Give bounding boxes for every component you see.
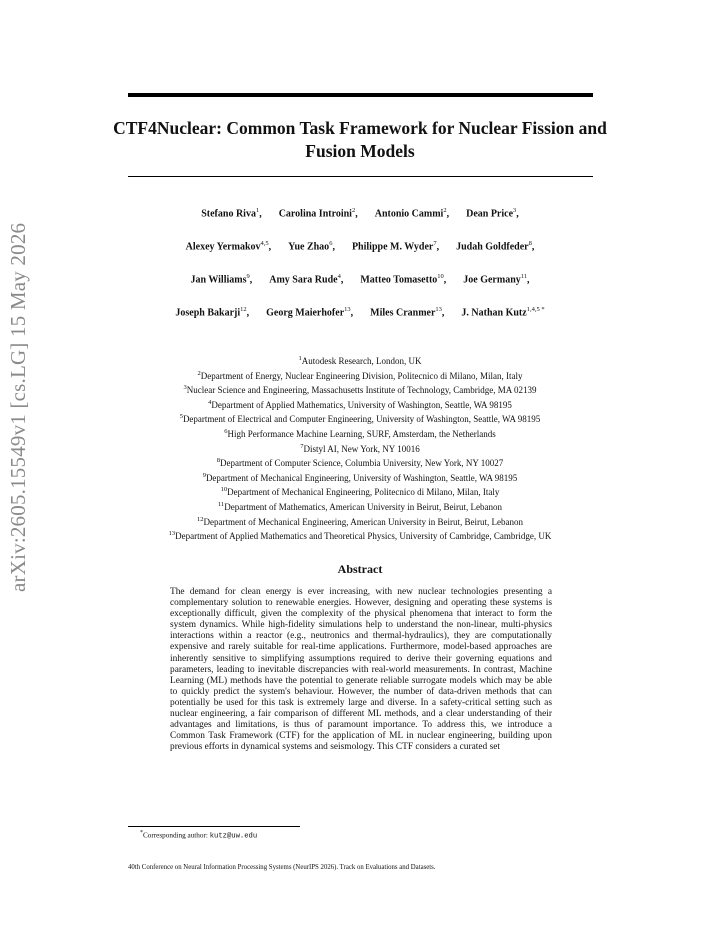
author-name [463,273,529,306]
author-name-text: Philippe M. Wyder [351,241,434,253]
author-affiliation-marker: 2 [351,207,356,214]
author-separator: , [332,241,335,253]
author-name-text: Joseph Bakarji [175,307,241,319]
author-row [110,240,610,273]
author-name [466,207,519,240]
affiliation-number: 1 [298,355,302,362]
author-separator: , [531,241,535,253]
author-affiliation-marker: 12 [240,306,247,313]
author-separator: , [446,208,450,220]
affiliation-line [110,528,610,543]
author-name-text: Matteo Tomasetto [360,274,438,286]
affiliation-line [110,441,610,456]
author-name [175,306,249,339]
author-affiliation-marker: 1,4,5 * [526,306,545,313]
affiliation-text: High Performance Machine Learning, SURF, Amsterdam, the Netherlands [227,428,496,439]
author-name-text: Judah Goldfeder [456,241,529,253]
arxiv-identifier-stamp: arXiv:2605.15549v1 [cs.LG] 15 May 2026 [6,222,30,592]
abstract-body: The demand for clean energy is ever increasing, with new nuclear technologies presenting a complementary solution to renewable energies. However, designing and operating these systems is exceptionally difficult, given the complexity of the physical phenomena that interact to form the system dynamics. While high-fidelity simulations help to understand the non-linear, multi-physics interactions within a reactor (e.g., neutronics and thermal-hydraulics), they are computationally expensive and rarely suitable for real-time applications. Furthermore, model-based approaches are inherently sensitive to simplifying assumptions required to derive their governing equations and parameters, leading to inevitable discrepancies with real-world measurements. In contrast, Machine Learning (ML) methods have the potential to generate reliable surrogate models which may be able to quickly predict the system's behaviour. However, the number of data-driven methods that can potentially be used for this task is extremely large and diverse. In a safety-critical setting such as nuclear engineering, a fair comparison of different ML methods, and a clear understanding of their advantages and limitations, is thus of paramount importance. To address this, we introduce a Common Task Framework (CTF) for the application of ML in nuclear engineering, building upon previous efforts in dynamical systems and seismology. This CTF considers a curated set [170,587,552,753]
author-name-text: Antonio Cammi [374,208,444,220]
author-name-text: Amy Sara Rude [269,274,338,286]
author-name [269,273,343,306]
affiliation-text: Department of Applied Mathematics and Theoretical Physics, University of Cambridge, Cambridge, UK [175,531,552,542]
author-affiliation-marker: 1 [255,207,260,214]
affiliation-number: 5 [179,413,183,421]
affiliation-line [110,353,610,368]
author-separator: , [249,274,253,286]
affiliation-number: 8 [216,457,220,465]
affiliation-number: 12 [197,515,204,523]
author-affiliation-marker: 8 [528,240,532,247]
author-name [352,240,439,273]
venue-footer: 40th Conference on Neural Information Processing Systems (NeurIPS 2026). Track on Evaluations and Datasets. [128,864,436,871]
author-name [266,306,353,339]
affiliation-text: Distyl AI, New York, NY 10016 [303,443,420,454]
author-affiliation-marker: 7 [433,240,437,247]
author-name-text: Dean Price [466,208,514,220]
corresponding-author-footnote [140,830,257,840]
affiliation-line [110,397,610,412]
affiliation-number: 13 [168,530,176,538]
author-separator: , [516,208,519,220]
affiliation-text: Nuclear Science and Engineering, Massachusetts Institute of Technology, Cambridge, MA 02139 [186,385,537,396]
author-name [190,273,252,306]
corresponding-email[interactable]: kutz@uw.edu [209,832,258,841]
affiliation-number: 10 [220,486,228,494]
author-separator: , [268,241,272,253]
affiliation-line [110,455,610,470]
author-affiliation-marker: 4,5 [260,240,269,247]
affiliation-line [110,470,610,485]
author-name [461,306,544,339]
affiliation-text: Autodesk Research, London, UK [301,356,422,366]
author-separator: , [350,307,354,319]
author-name-text: Jan Williams [190,274,247,286]
author-affiliation-marker: 4 [337,273,341,280]
author-name-text: J. Nathan Kutz [461,307,527,319]
author-name [288,240,335,273]
author-separator: , [355,208,358,220]
affiliation-line [110,514,610,529]
author-name [370,306,444,339]
affiliation-line [110,368,610,383]
author-affiliation-marker: 10 [437,273,444,280]
author-name-text: Stefano Riva [201,208,256,220]
author-separator: , [527,274,530,286]
affiliation-line [110,499,610,514]
author-affiliation-marker: 13 [435,306,442,313]
author-separator: , [441,307,445,319]
affiliation-number: 9 [202,471,206,479]
affiliation-number: 7 [300,442,304,450]
author-name [360,273,446,306]
author-name-text: Carolina Introini [278,208,352,220]
affiliation-text: Department of Mathematics, American University in Beirut, Beirut, Lebanon [224,501,502,512]
author-separator: , [246,307,250,319]
author-separator: , [259,208,262,220]
author-separator: , [436,241,440,253]
title-top-rule [128,93,593,97]
author-name-text: Miles Cranmer [370,307,436,319]
author-name-text: Yue Zhao [288,241,330,253]
affiliation-text: Department of Electrical and Computer Engineering, University of Washington, Seattle, WA 98195 [182,414,541,425]
author-name [456,240,534,273]
author-name [375,207,449,240]
author-affiliation-marker: 13 [344,306,351,313]
affiliation-text: Department of Energy, Nuclear Engineering Division, Politecnico di Milano, Milan, Italy [200,370,523,381]
footnote-label: Corresponding author: [143,831,210,840]
affiliation-number: 2 [197,369,201,377]
affiliation-text: Department of Mechanical Engineering, Politecnico di Milano, Milan, Italy [227,487,500,498]
author-separator: , [443,274,447,286]
author-row [110,306,610,339]
title-bottom-rule [128,176,593,177]
affiliation-number: 11 [218,500,225,508]
author-list [110,207,610,339]
author-row [110,273,610,306]
affiliation-text: Department of Mechanical Engineering, University of Washington, Seattle, WA 98195 [205,472,518,483]
affiliation-list [110,353,610,543]
abstract-heading: Abstract [337,562,383,576]
affiliation-number: 3 [183,384,187,392]
affiliation-line [110,426,610,441]
affiliation-line [110,484,610,499]
affiliation-text: Department of Computer Science, Columbia University, New York, NY 10027 [219,458,504,469]
affiliation-number: 6 [224,427,228,435]
author-affiliation-marker: 11 [520,273,528,280]
author-affiliation-marker: 3 [513,207,517,214]
footnote-rule [128,826,300,827]
author-name-text: Georg Maierhofer [266,307,345,319]
paper-title: CTF4Nuclear: Common Task Framework for Nuclear Fission and Fusion Models [113,118,607,161]
author-affiliation-marker: 9 [246,273,250,280]
affiliation-line [110,382,610,397]
author-name [201,207,261,240]
affiliation-text: Department of Applied Mathematics, University of Washington, Seattle, WA 98195 [211,399,512,410]
affiliation-line [110,411,610,426]
author-affiliation-marker: 2 [443,207,447,214]
author-name-text: Alexey Yermakov [185,241,261,253]
footnote-marker: * [140,830,143,836]
author-name [186,240,272,273]
author-name [279,207,358,240]
affiliation-number: 4 [208,398,212,406]
author-row [110,207,610,240]
author-separator: , [340,274,344,286]
author-name-text: Joe Germany [463,274,521,286]
affiliation-text: Department of Mechanical Engineering, American University in Beirut, Beirut, Lebanon [203,516,523,527]
author-affiliation-marker: 6 [329,240,333,247]
